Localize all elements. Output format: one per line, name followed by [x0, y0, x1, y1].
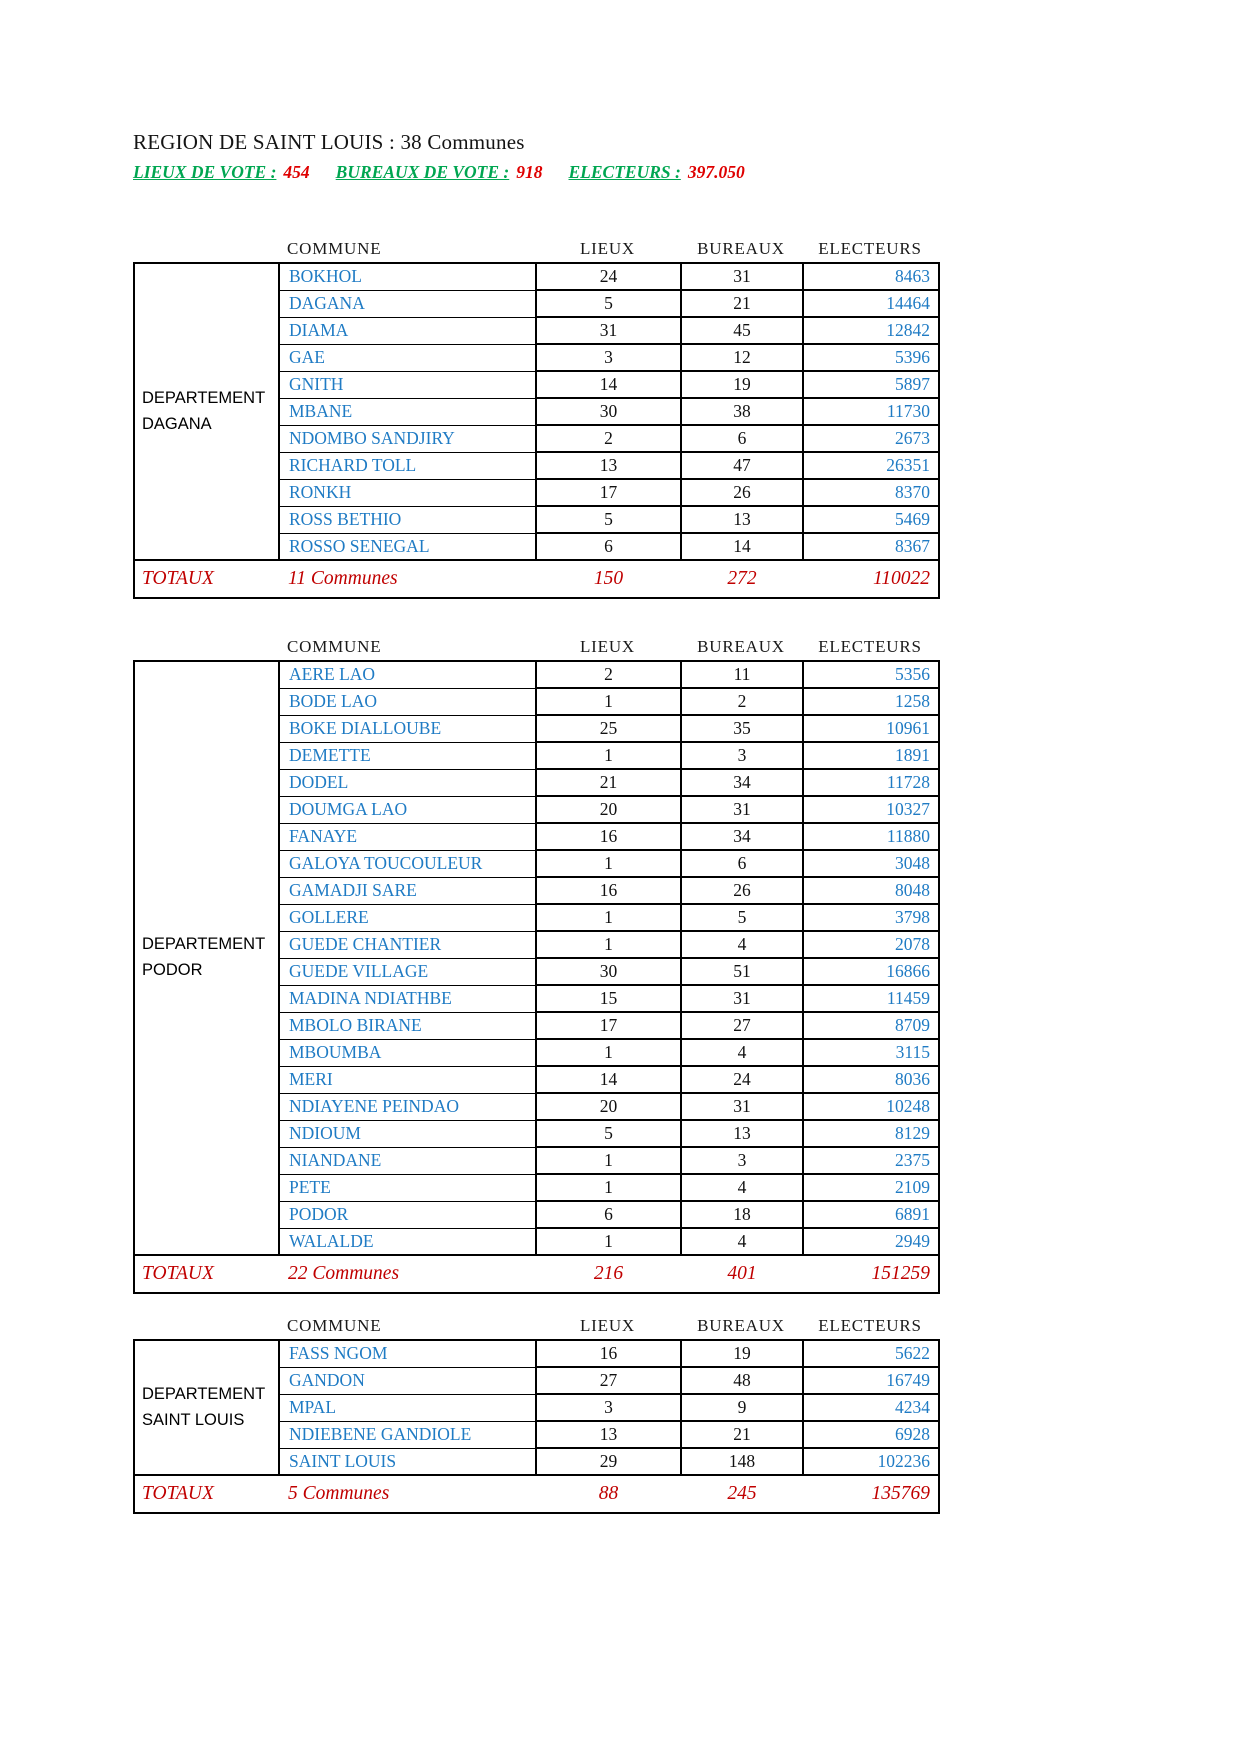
electeurs-cell: 2375 [803, 1147, 939, 1174]
lieux-cell: 1 [536, 742, 681, 769]
column-header-lieux: LIEUX [580, 239, 635, 258]
totals-bureaux-cell: 401 [681, 1255, 803, 1293]
commune-cell: PETE [279, 1174, 536, 1201]
commune-cell: NDIEBENE GANDIOLE [279, 1421, 536, 1448]
summary-line [133, 162, 1240, 183]
electeurs-cell: 12842 [803, 317, 939, 344]
lieux-cell: 31 [536, 317, 681, 344]
column-header-bureaux: BUREAUX [697, 239, 785, 258]
lieux-cell: 16 [536, 877, 681, 904]
electeurs-cell: 11728 [803, 769, 939, 796]
bureaux-cell: 4 [681, 1174, 803, 1201]
electeurs-cell: 5897 [803, 371, 939, 398]
electeurs-cell: 5469 [803, 506, 939, 533]
department-cell: DEPARTEMENT PODOR [134, 661, 279, 1255]
totals-label-cell: TOTAUX [134, 1475, 279, 1513]
totals-bureaux-cell: 245 [681, 1475, 803, 1513]
commune-cell: PODOR [279, 1201, 536, 1228]
electeurs-cell: 4234 [803, 1394, 939, 1421]
commune-cell: NDIOUM [279, 1120, 536, 1147]
lieux-cell: 1 [536, 1174, 681, 1201]
bureaux-cell: 21 [681, 1421, 803, 1448]
bureaux-cell: 4 [681, 1039, 803, 1066]
electeurs-cell: 8367 [803, 533, 939, 560]
bureaux-cell: 26 [681, 479, 803, 506]
commune-cell: MERI [279, 1066, 536, 1093]
commune-cell: MBOLO BIRANE [279, 1012, 536, 1039]
bureaux-cell: 3 [681, 742, 803, 769]
communes-table [133, 1339, 940, 1514]
electeurs-cell: 8036 [803, 1066, 939, 1093]
commune-cell: DOUMGA LAO [279, 796, 536, 823]
bureaux-cell: 48 [681, 1367, 803, 1394]
commune-cell: GNITH [279, 371, 536, 398]
commune-cell: MBANE [279, 398, 536, 425]
electeurs-cell: 11730 [803, 398, 939, 425]
summary-bureaux-value: 918 [516, 162, 543, 182]
commune-cell: GOLLERE [279, 904, 536, 931]
electeurs-cell: 26351 [803, 452, 939, 479]
column-header-spacer [133, 1316, 278, 1336]
bureaux-cell: 19 [681, 1340, 803, 1367]
totals-electeurs-cell: 135769 [803, 1475, 939, 1513]
totals-bureaux-cell: 272 [681, 560, 803, 598]
lieux-cell: 14 [536, 1066, 681, 1093]
commune-cell: MPAL [279, 1394, 536, 1421]
electeurs-cell: 1258 [803, 688, 939, 715]
commune-cell: NDIAYENE PEINDAO [279, 1093, 536, 1120]
column-header-commune: COMMUNE [287, 637, 382, 656]
lieux-cell: 5 [536, 290, 681, 317]
totals-lieux-cell: 88 [536, 1475, 681, 1513]
electeurs-cell: 3798 [803, 904, 939, 931]
bureaux-cell: 31 [681, 263, 803, 290]
bureaux-cell: 6 [681, 425, 803, 452]
lieux-cell: 17 [536, 1012, 681, 1039]
totals-electeurs-cell: 151259 [803, 1255, 939, 1293]
lieux-cell: 6 [536, 533, 681, 560]
summary-lieux-value: 454 [283, 162, 310, 182]
summary-electeurs-value: 397.050 [687, 162, 745, 182]
department-cell: DEPARTEMENT DAGANA [134, 263, 279, 560]
electeurs-cell: 10248 [803, 1093, 939, 1120]
electeurs-cell: 10961 [803, 715, 939, 742]
electeurs-cell: 2078 [803, 931, 939, 958]
lieux-cell: 6 [536, 1201, 681, 1228]
lieux-cell: 24 [536, 263, 681, 290]
commune-cell: RICHARD TOLL [279, 452, 536, 479]
lieux-cell: 15 [536, 985, 681, 1012]
column-header-bureaux: BUREAUX [697, 1316, 785, 1335]
bureaux-cell: 6 [681, 850, 803, 877]
electeurs-cell: 8048 [803, 877, 939, 904]
commune-cell: ROSS BETHIO [279, 506, 536, 533]
department-table-saint-louis [133, 1316, 938, 1514]
electeurs-cell: 16749 [803, 1367, 939, 1394]
summary-lieux-label: LIEUX DE VOTE : [133, 162, 277, 182]
bureaux-cell: 9 [681, 1394, 803, 1421]
bureaux-cell: 14 [681, 533, 803, 560]
lieux-cell: 14 [536, 371, 681, 398]
commune-cell: GAE [279, 344, 536, 371]
commune-cell: ROSSO SENEGAL [279, 533, 536, 560]
totals-communes-cell: 22 Communes [279, 1255, 536, 1293]
totals-lieux-cell: 150 [536, 560, 681, 598]
column-header-bureaux: BUREAUX [697, 637, 785, 656]
electeurs-cell: 8129 [803, 1120, 939, 1147]
bureaux-cell: 24 [681, 1066, 803, 1093]
summary-lieux [133, 162, 310, 182]
bureaux-cell: 4 [681, 1228, 803, 1255]
electeurs-cell: 11880 [803, 823, 939, 850]
bureaux-cell: 5 [681, 904, 803, 931]
department-cell: DEPARTEMENT SAINT LOUIS [134, 1340, 279, 1475]
lieux-cell: 13 [536, 1421, 681, 1448]
bureaux-cell: 2 [681, 688, 803, 715]
electeurs-cell: 8370 [803, 479, 939, 506]
bureaux-cell: 27 [681, 1012, 803, 1039]
commune-cell: BODE LAO [279, 688, 536, 715]
column-header-commune: COMMUNE [287, 1316, 382, 1335]
bureaux-cell: 21 [681, 290, 803, 317]
lieux-cell: 1 [536, 850, 681, 877]
summary-electeurs-label: ELECTEURS : [568, 162, 681, 182]
lieux-cell: 29 [536, 1448, 681, 1475]
commune-cell: DODEL [279, 769, 536, 796]
column-header-lieux: LIEUX [580, 637, 635, 656]
totals-label-cell: TOTAUX [134, 560, 279, 598]
lieux-cell: 3 [536, 1394, 681, 1421]
department-table-dagana [133, 239, 938, 599]
column-header-spacer [133, 239, 278, 259]
lieux-cell: 21 [536, 769, 681, 796]
lieux-cell: 5 [536, 1120, 681, 1147]
bureaux-cell: 45 [681, 317, 803, 344]
bureaux-cell: 31 [681, 1093, 803, 1120]
bureaux-cell: 13 [681, 1120, 803, 1147]
commune-cell: GANDON [279, 1367, 536, 1394]
totals-communes-cell: 5 Communes [279, 1475, 536, 1513]
bureaux-cell: 26 [681, 877, 803, 904]
lieux-cell: 5 [536, 506, 681, 533]
electeurs-cell: 8709 [803, 1012, 939, 1039]
electeurs-cell: 8463 [803, 263, 939, 290]
bureaux-cell: 34 [681, 769, 803, 796]
bureaux-cell: 31 [681, 796, 803, 823]
bureaux-cell: 35 [681, 715, 803, 742]
bureaux-cell: 4 [681, 931, 803, 958]
lieux-cell: 16 [536, 1340, 681, 1367]
bureaux-cell: 51 [681, 958, 803, 985]
column-header-electeurs: ELECTEURS [818, 637, 922, 656]
lieux-cell: 1 [536, 688, 681, 715]
lieux-cell: 1 [536, 1228, 681, 1255]
table-row [134, 661, 939, 688]
lieux-cell: 3 [536, 344, 681, 371]
lieux-cell: 1 [536, 904, 681, 931]
column-header-lieux: LIEUX [580, 1316, 635, 1335]
totals-row [134, 1255, 939, 1293]
commune-cell: FANAYE [279, 823, 536, 850]
column-header-electeurs: ELECTEURS [818, 239, 922, 258]
lieux-cell: 2 [536, 661, 681, 688]
electeurs-cell: 5356 [803, 661, 939, 688]
electeurs-cell: 2949 [803, 1228, 939, 1255]
summary-electeurs [569, 162, 745, 182]
bureaux-cell: 31 [681, 985, 803, 1012]
bureaux-cell: 12 [681, 344, 803, 371]
lieux-cell: 13 [536, 452, 681, 479]
commune-cell: GUEDE VILLAGE [279, 958, 536, 985]
totals-lieux-cell: 216 [536, 1255, 681, 1293]
bureaux-cell: 34 [681, 823, 803, 850]
commune-cell: RONKH [279, 479, 536, 506]
totals-electeurs-cell: 110022 [803, 560, 939, 598]
commune-cell: GALOYA TOUCOULEUR [279, 850, 536, 877]
commune-cell: DIAMA [279, 317, 536, 344]
column-header-electeurs: ELECTEURS [818, 1316, 922, 1335]
communes-table [133, 262, 940, 599]
lieux-cell: 16 [536, 823, 681, 850]
lieux-cell: 20 [536, 1093, 681, 1120]
column-header-commune: COMMUNE [287, 239, 382, 258]
electeurs-cell: 3048 [803, 850, 939, 877]
bureaux-cell: 13 [681, 506, 803, 533]
lieux-cell: 1 [536, 931, 681, 958]
electeurs-cell: 102236 [803, 1448, 939, 1475]
commune-cell: DAGANA [279, 290, 536, 317]
totals-row [134, 1475, 939, 1513]
bureaux-cell: 47 [681, 452, 803, 479]
commune-cell: DEMETTE [279, 742, 536, 769]
electeurs-cell: 6928 [803, 1421, 939, 1448]
column-headers [133, 637, 938, 657]
electeurs-cell: 1891 [803, 742, 939, 769]
department-table-podor [133, 637, 938, 1294]
commune-cell: MADINA NDIATHBE [279, 985, 536, 1012]
commune-cell: FASS NGOM [279, 1340, 536, 1367]
bureaux-cell: 38 [681, 398, 803, 425]
lieux-cell: 1 [536, 1147, 681, 1174]
electeurs-cell: 10327 [803, 796, 939, 823]
commune-cell: BOKHOL [279, 263, 536, 290]
commune-cell: AERE LAO [279, 661, 536, 688]
lieux-cell: 20 [536, 796, 681, 823]
page-title: REGION DE SAINT LOUIS : 38 Communes [133, 130, 525, 154]
electeurs-cell: 3115 [803, 1039, 939, 1066]
column-headers [133, 239, 938, 259]
lieux-cell: 27 [536, 1367, 681, 1394]
electeurs-cell: 5622 [803, 1340, 939, 1367]
commune-cell: GUEDE CHANTIER [279, 931, 536, 958]
bureaux-cell: 19 [681, 371, 803, 398]
commune-cell: GAMADJI SARE [279, 877, 536, 904]
electeurs-cell: 11459 [803, 985, 939, 1012]
electeurs-cell: 6891 [803, 1201, 939, 1228]
totals-label-cell: TOTAUX [134, 1255, 279, 1293]
lieux-cell: 25 [536, 715, 681, 742]
bureaux-cell: 11 [681, 661, 803, 688]
lieux-cell: 30 [536, 958, 681, 985]
table-row [134, 1340, 939, 1367]
commune-cell: SAINT LOUIS [279, 1448, 536, 1475]
electeurs-cell: 2109 [803, 1174, 939, 1201]
lieux-cell: 30 [536, 398, 681, 425]
column-header-spacer [133, 637, 278, 657]
electeurs-cell: 14464 [803, 290, 939, 317]
bureaux-cell: 3 [681, 1147, 803, 1174]
lieux-cell: 17 [536, 479, 681, 506]
electeurs-cell: 5396 [803, 344, 939, 371]
totals-row [134, 560, 939, 598]
lieux-cell: 2 [536, 425, 681, 452]
electeurs-cell: 2673 [803, 425, 939, 452]
column-headers [133, 1316, 938, 1336]
bureaux-cell: 18 [681, 1201, 803, 1228]
commune-cell: NDOMBO SANDJIRY [279, 425, 536, 452]
commune-cell: MBOUMBA [279, 1039, 536, 1066]
lieux-cell: 1 [536, 1039, 681, 1066]
table-row [134, 263, 939, 290]
commune-cell: NIANDANE [279, 1147, 536, 1174]
summary-bureaux [336, 162, 543, 182]
commune-cell: WALALDE [279, 1228, 536, 1255]
summary-bureaux-label: BUREAUX DE VOTE : [335, 162, 510, 182]
bureaux-cell: 148 [681, 1448, 803, 1475]
communes-table [133, 660, 940, 1294]
totals-communes-cell: 11 Communes [279, 560, 536, 598]
commune-cell: BOKE DIALLOUBE [279, 715, 536, 742]
electeurs-cell: 16866 [803, 958, 939, 985]
